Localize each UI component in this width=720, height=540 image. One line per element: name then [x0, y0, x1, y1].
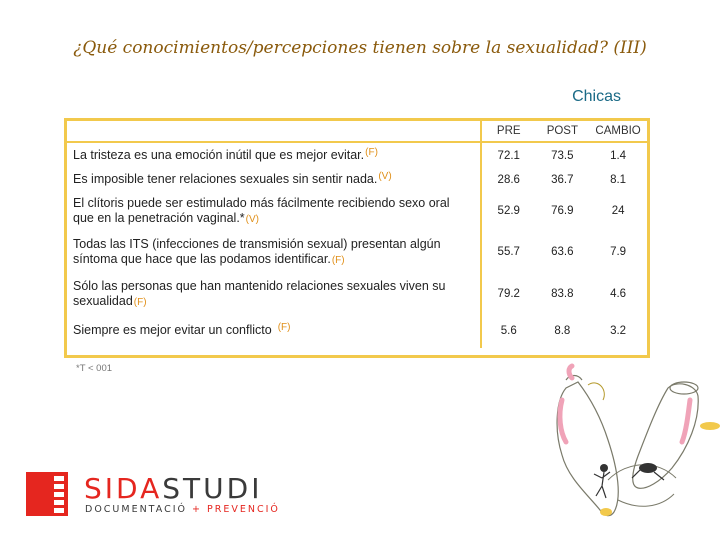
results-table-frame — [64, 118, 650, 358]
logo-part-studi: STUDI — [162, 472, 263, 505]
sidastudi-logo — [26, 470, 286, 518]
logo-wordmark — [84, 472, 262, 505]
cambio-value: 1.4 — [610, 149, 627, 162]
pre-value: 28.6 — [497, 174, 520, 186]
header-post: POST — [536, 121, 590, 142]
table-row — [67, 230, 647, 274]
post-value: 73.5 — [551, 149, 574, 162]
statement-text-continued: sexualidad — [73, 293, 133, 308]
pre-value: 55.7 — [497, 246, 520, 258]
cambio-value: 24 — [611, 205, 625, 217]
logo-sub-plus: + — [192, 504, 202, 515]
truth-tag: (V) — [245, 213, 259, 225]
table-row — [67, 192, 647, 230]
header-pre: PRE — [481, 121, 536, 142]
statement-text: El clítoris puede ser estimulado más fácilmente recibiendo sexo oral — [73, 195, 450, 210]
table-row — [67, 142, 647, 168]
results-table — [67, 121, 647, 348]
table-row — [67, 314, 647, 348]
statement-cell — [67, 274, 481, 314]
cambio-value: 8.1 — [610, 174, 627, 186]
statement-cell — [67, 168, 481, 192]
cambio-value: 7.9 — [610, 246, 627, 258]
statement-text: La tristeza es una emoción inútil que es mejor evitar. — [73, 147, 365, 162]
pre-value: 52.9 — [497, 205, 520, 217]
cambio-value: 3.2 — [610, 325, 627, 337]
subtitle-chicas: Chicas — [572, 88, 621, 105]
truth-tag: (F) — [365, 146, 378, 158]
statement-text: Siempre es mejor evitar un conflicto — [73, 323, 272, 337]
statement-text: Sólo las personas que han mantenido relaciones sexuales viven su — [73, 278, 446, 293]
truth-tag: (V) — [378, 171, 392, 182]
post-value: 76.9 — [551, 205, 574, 217]
pre-value: 5.6 — [500, 325, 517, 337]
post-value: 36.7 — [551, 174, 574, 186]
statement-text: Es imposible tener relaciones sexuales sin sentir nada. — [73, 172, 378, 186]
pre-value: 72.1 — [497, 149, 520, 162]
statement-cell — [67, 192, 481, 230]
pre-value: 79.2 — [497, 288, 520, 300]
statement-cell — [67, 142, 481, 168]
logo-sub-documentacio: DOCUMENTACIÓ — [85, 504, 187, 515]
statement-cell — [67, 230, 481, 274]
cambio-value: 4.6 — [610, 288, 627, 300]
truth-tag: (F) — [331, 254, 345, 266]
illustration-icon — [548, 360, 720, 530]
post-value: 83.8 — [551, 288, 574, 300]
post-value: 63.6 — [551, 246, 574, 258]
statement-text: Todas las ITS (infecciones de transmisión sexual) presentan algún — [73, 236, 441, 251]
statement-text-continued: que en la penetración vaginal.* — [73, 210, 245, 225]
footnote: *T < 001 — [76, 363, 113, 374]
logo-mark-icon — [26, 472, 68, 516]
post-value: 8.8 — [554, 325, 571, 337]
truth-tag: (F) — [133, 296, 147, 308]
slide-title: ¿Qué conocimientos/percepciones tienen sobre la sexualidad? (III) — [73, 38, 647, 58]
logo-part-sida: SIDA — [84, 472, 163, 505]
table-row — [67, 274, 647, 314]
truth-tag: (F) — [277, 322, 291, 333]
logo-sub-prevencio: PREVENCIÓ — [207, 504, 280, 515]
statement-cell — [67, 314, 481, 348]
header-statement — [67, 121, 481, 142]
statement-text-continued: síntoma que hace que las podamos identificar. — [73, 251, 331, 266]
table-header-row — [67, 121, 647, 142]
table-row — [67, 168, 647, 192]
logo-tagline — [85, 504, 280, 515]
header-cambio: CAMBIO — [589, 121, 647, 142]
